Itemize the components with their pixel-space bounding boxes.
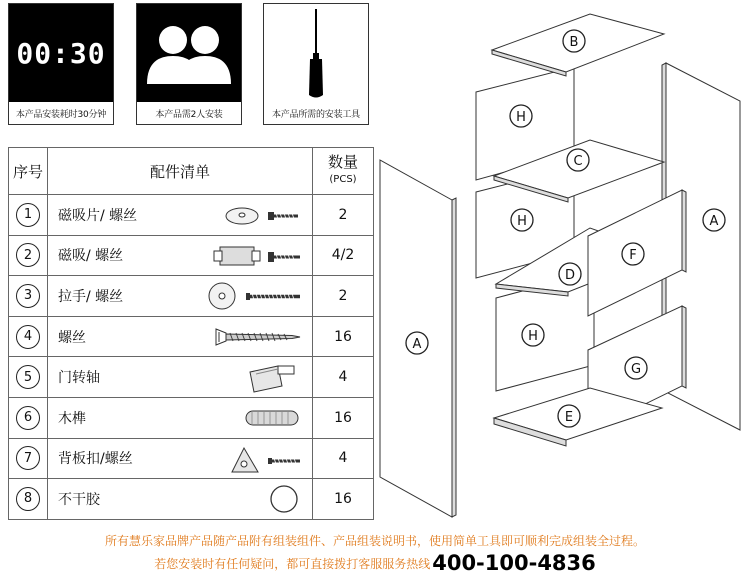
back-panel-clip-screw-icon: [228, 442, 304, 478]
part-name: 磁吸/ 螺丝: [58, 248, 124, 265]
label-a-left: A: [412, 337, 422, 352]
two-people-icon: [137, 4, 241, 102]
part-qty: 16: [313, 397, 374, 438]
part-qty: 16: [313, 316, 374, 357]
row-number: 7: [16, 446, 40, 470]
label-a-right: A: [709, 214, 719, 229]
label-d: D: [564, 268, 576, 283]
timer-display-icon: [9, 4, 113, 102]
label-h3: H: [528, 329, 538, 344]
label-e: E: [564, 410, 574, 425]
header-quantity-unit: (PCS): [329, 174, 357, 185]
install-time-card: [8, 3, 114, 125]
label-g: G: [630, 362, 642, 377]
row-number: 5: [16, 365, 40, 389]
part-name: 不干胶: [58, 491, 100, 508]
hotline-phone: 400-100-4836: [432, 551, 596, 575]
row-number: 1: [16, 203, 40, 227]
part-name: 门转轴: [58, 370, 100, 387]
parts-list-table: [8, 147, 374, 520]
hotline-text: 若您安装时有任何疑问，都可直接拨打客服服务热线: [154, 557, 431, 571]
part-name: 磁吸片/ 螺丝: [58, 207, 138, 224]
cabinet-exploded-diagram: [370, 0, 750, 525]
header-quantity: [313, 148, 374, 195]
label-h1: H: [516, 110, 526, 125]
hotline-note: [0, 551, 750, 575]
table-row: [9, 276, 374, 317]
row-number: 4: [16, 325, 40, 349]
table-row: [9, 195, 374, 236]
row-number: 8: [16, 487, 40, 511]
people-required-card: [136, 3, 242, 125]
row-number: 6: [16, 406, 40, 430]
header-index: 序号: [9, 148, 48, 195]
install-time-value: 00:30: [16, 36, 106, 70]
label-h2: H: [517, 214, 527, 229]
header-quantity-label: 数量: [327, 153, 358, 171]
tools-required-caption: 本产品所需的安装工具: [271, 109, 360, 120]
part-name: 螺丝: [58, 329, 86, 346]
table-row: [9, 438, 374, 479]
table-row: [9, 357, 374, 398]
table-row: [9, 479, 374, 520]
part-qty: 2: [313, 195, 374, 236]
table-row: [9, 235, 374, 276]
tools-required-card: [263, 3, 369, 125]
knob-screw-icon: [206, 279, 304, 313]
install-time-caption: 本产品安装耗时30分钟: [15, 109, 107, 120]
label-f: F: [629, 248, 637, 263]
adhesive-dot-icon: [264, 482, 304, 516]
part-qty: 4: [313, 357, 374, 398]
part-name: 背板扣/螺丝: [58, 451, 133, 468]
door-hinge-pin-icon: [244, 360, 304, 396]
row-number: 2: [16, 243, 40, 267]
people-required-caption: 本产品需2人安装: [155, 109, 223, 120]
row-number: 3: [16, 284, 40, 308]
label-c: C: [573, 154, 583, 169]
wooden-dowel-icon: [240, 401, 304, 435]
part-qty: 4/2: [313, 235, 374, 276]
header-parts-list: 配件清单: [48, 148, 313, 195]
magnet-plate-screw-icon: [224, 198, 304, 232]
part-qty: 2: [313, 276, 374, 317]
table-row: [9, 397, 374, 438]
part-qty: 4: [313, 438, 374, 479]
part-qty: 16: [313, 479, 374, 520]
label-b: B: [569, 35, 579, 50]
screw-icon: [214, 320, 304, 354]
screwdriver-icon: [264, 4, 368, 102]
part-name: 木榫: [58, 410, 86, 427]
assembly-note: 所有慧乐家品牌产品随产品附有组装组件、产品组装说明书，使用简单工具即可顺利完成组装全过程。: [104, 534, 645, 548]
table-row: [9, 316, 374, 357]
part-name: 拉手/ 螺丝: [58, 288, 124, 305]
magnetic-catch-screw-icon: [212, 239, 304, 273]
table-header-row: [9, 148, 374, 195]
